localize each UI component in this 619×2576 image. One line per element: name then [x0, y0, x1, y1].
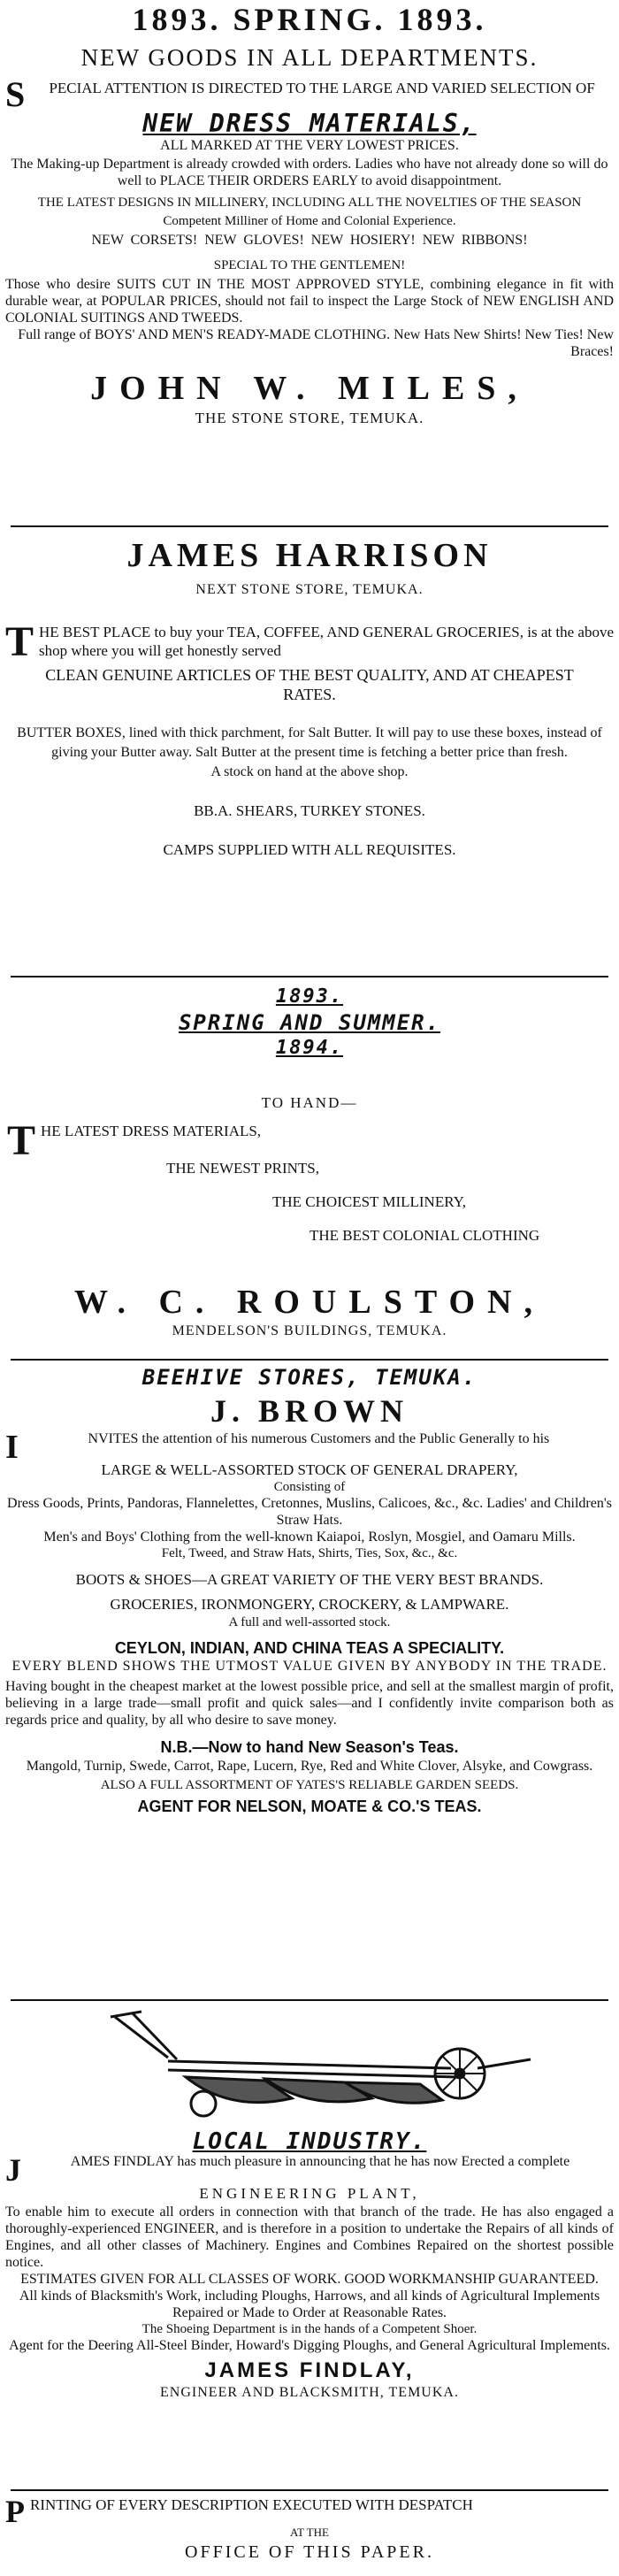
findlay-body: To enable him to execute all orders in connection with that branch of the trade. He has also engaged a thoroughly-experienced ENGINEER, and is therefore in a position to undertake the Repairs of all kinds of Engines, and all other classes of Machinery. Engines and Combines Repaired on the shortest possible notice.: [5, 2204, 614, 2270]
brown-name: J. BROWN: [210, 1393, 409, 1429]
findlay-intro-text: AMES FINDLAY has much pleasure in announcing that he has now Erected a complete: [70, 2154, 570, 2169]
blend-value: EVERY BLEND SHOWS THE UTMOST VALUE GIVEN BY ANYBODY IN THE TRADE.: [11, 1659, 608, 1674]
stock-on-hand: A stock on hand at the above shop.: [210, 764, 409, 779]
dress-goods: Dress Goods, Prints, Pandoras, Flannelettes, Cretonnes, Muslins, Calicoes, &c., &c. Ladies' and Children's Straw Hats.: [7, 1496, 612, 1528]
findlay-title: ENGINEER AND BLACKSMITH, TEMUKA.: [160, 2385, 459, 2400]
dropcap-j: J: [5, 2152, 21, 2188]
dropcap-s: S: [5, 74, 26, 114]
roulston-address: MENDELSON'S BUILDINGS, TEMUKA.: [172, 1323, 447, 1338]
special-attention: [5, 74, 614, 114]
best-place-text: HE BEST PLACE to buy your TEA, COFFEE, AND GENERAL GROCERIES, is at the above shop where you will get honestly served: [39, 624, 614, 659]
miles-address: THE STONE STORE, TEMUKA.: [195, 410, 424, 426]
year-1894: 1894.: [275, 1037, 344, 1059]
dropcap-p: P: [5, 2494, 25, 2529]
divider-rule: [11, 976, 608, 978]
novelties-line: NEW CORSETS! NEW GLOVES! NEW HOSIERY! NEW RIBBONS!: [91, 233, 528, 248]
divider-rule: [11, 1999, 608, 2001]
invites-notice: [5, 1429, 614, 1466]
millinery-designs: THE LATEST DESIGNS IN MILLINERY, INCLUDING ALL THE NOVELTIES OF THE SEASON: [37, 196, 582, 210]
lowest-prices: ALL MARKED AT THE VERY LOWEST PRICES.: [160, 138, 459, 153]
printing-text: RINTING OF EVERY DESCRIPTION EXECUTED WITH DESPATCH: [30, 2496, 473, 2513]
plough-illustration: [0, 2006, 619, 2125]
at-the: AT THE: [290, 2526, 329, 2539]
full-stock: A full and well-assorted stock.: [228, 1615, 391, 1629]
suits-notice: Those who desire SUITS CUT IN THE MOST APPROVED STYLE, combining elegance in fit with durable wear, at POPULAR PRICES, should not fail to inspect the Large Stock of NEW ENGLISH AND COLONIAL SUITINGS AND TWEEDS.: [5, 277, 614, 326]
deering-agent: Agent for the Deering All-Steel Binder, Howard's Digging Ploughs, and General Agricultural Implements.: [9, 2338, 610, 2353]
season-banner: SPRING AND SUMMER.: [178, 1010, 441, 1035]
engineering-plant: ENGINEERING PLANT,: [199, 2185, 420, 2202]
camps-line: CAMPS SUPPLIED WITH ALL REQUISITES.: [163, 841, 456, 858]
miles-name: JOHN W. MILES,: [90, 370, 529, 407]
findlay-name: JAMES FINDLAY,: [204, 2358, 415, 2382]
year-header: 1893. SPRING. 1893.: [132, 2, 487, 37]
findlay-intro: [5, 2152, 614, 2188]
printing-advert: [0, 2496, 619, 2564]
year-1893: 1893.: [275, 985, 344, 1008]
making-up-notice: The Making-up Department is already crowded with orders. Ladies who have not already done so will do well to PLACE THEIR ORDERS EARLY to avoid disappointment.: [11, 157, 608, 188]
clean-articles: CLEAN GENUINE ARTICLES OF THE BEST QUALITY, AND AT CHEAPEST RATES.: [45, 666, 574, 703]
divider-rule: [11, 2489, 608, 2491]
mens-clothing: Men's and Boys' Clothing from the well-known Kaiapoi, Roslyn, Mosgiel, and Oamaru Mills.: [43, 1530, 576, 1545]
invites-text: NVITES the attention of his numerous Customers and the Public Generally to his: [88, 1431, 550, 1446]
office-of-this-paper: OFFICE OF THIS PAPER.: [185, 2542, 434, 2562]
miles-advert: [0, 0, 619, 429]
boots-line: BOOTS & SHOES—A GREAT VARIETY OF THE VERY BEST BRANDS.: [75, 1571, 544, 1588]
dropcap-t: T: [5, 618, 34, 665]
printing-line: [5, 2494, 614, 2529]
dropcap-i: I: [5, 1429, 19, 1466]
divider-rule: [11, 525, 608, 527]
divider-rule: [11, 1359, 608, 1361]
seeds-list: Mangold, Turnip, Swede, Carrot, Rape, Lucern, Rye, Red and White Clover, Alsyke, and Cowgrass.: [26, 1759, 593, 1774]
blacksmith-work: All kinds of Blacksmith's Work, including Ploughs, Harrows, and all kinds of Agricultural Implements Repaired or Made to Order at Reasonable Rates.: [19, 2288, 600, 2320]
milliner-line: Competent Milliner of Home and Colonial Experience.: [163, 214, 456, 228]
shoeing-line: The Shoeing Department is in the hands of a Competent Shoer.: [141, 2322, 478, 2336]
beehive-banner: BEEHIVE STORES, TEMUKA.: [141, 1365, 478, 1390]
list-item-text: HE LATEST DRESS MATERIALS,: [41, 1123, 262, 1139]
harrison-address: NEXT STONE STORE, TEMUKA.: [195, 582, 424, 597]
groceries-line: GROCERIES, IRONMONGERY, CROCKERY, & LAMPWARE.: [110, 1596, 509, 1613]
nelson-agent: AGENT FOR NELSON, MOATE & CO.'S TEAS.: [137, 1798, 482, 1815]
roulston-advert: [0, 985, 619, 1341]
butter-boxes: BUTTER BOXES, lined with thick parchment, for Salt Butter. It will pay to use these boxes, instead of giving your Butter away. Salt Butter at the present time is fetching a better price than fresh.: [17, 725, 602, 760]
miles-headline: NEW GOODS IN ALL DEPARTMENTS.: [80, 44, 539, 71]
dropcap-t: T: [7, 1117, 36, 1164]
gentlemen-heading: SPECIAL TO THE GENTLEMEN!: [213, 258, 406, 272]
brown-advert: [0, 1364, 619, 1817]
teas-speciality: CEYLON, INDIAN, AND CHINA TEAS A SPECIALITY.: [114, 1639, 505, 1657]
clothing-notice: Full range of BOYS' AND MEN'S READY-MADE CLOTHING. New Hats New Shirts! New Ties! New Braces!: [18, 327, 614, 359]
roulston-name: W. C. ROULSTON,: [73, 1284, 546, 1321]
consisting-of: Consisting of: [273, 1480, 346, 1494]
harrison-advert: [0, 534, 619, 860]
estimates-line: ESTIMATES GIVEN FOR ALL CLASSES OF WORK. GOOD WORKMANSHIP GUARANTEED.: [20, 2272, 599, 2287]
list-item: THE NEWEST PRINTS,: [166, 1160, 319, 1177]
local-industry-banner: LOCAL INDUSTRY.: [192, 2128, 427, 2155]
list-item: THE CHOICEST MILLINERY,: [272, 1193, 466, 1210]
bought-notice: Having bought in the cheapest market at the lowest possible price, and sell at the smallest margin of profit, believing in a large trade—small profit and quick sales—and I confidently invite comparison both as regards price and quality, by all who desire to save money.: [5, 1679, 614, 1728]
to-hand: TO HAND—: [261, 1094, 358, 1111]
findlay-advert: [0, 2006, 619, 2402]
yates-seeds: ALSO A FULL ASSORTMENT OF YATES'S RELIABLE GARDEN SEEDS.: [100, 1778, 519, 1792]
dress-materials-banner: NEW DRESS MATERIALS,: [142, 109, 477, 138]
hats-line: Felt, Tweed, and Straw Hats, Shirts, Ties, Sox, &c., &c.: [161, 1546, 458, 1560]
drapery-stock: LARGE & WELL-ASSORTED STOCK OF GENERAL DRAPERY,: [101, 1461, 518, 1478]
best-place-notice: [5, 618, 614, 665]
list-item: [7, 1117, 612, 1164]
nb-teas: N.B.—Now to hand New Season's Teas.: [160, 1738, 459, 1756]
list-item: THE BEST COLONIAL CLOTHING: [310, 1227, 540, 1244]
shears-line: BB.A. SHEARS, TURKEY STONES.: [194, 802, 425, 819]
to-hand-list: [7, 1117, 612, 1246]
harrison-name: JAMES HARRISON: [126, 537, 493, 574]
special-attention-text: PECIAL ATTENTION IS DIRECTED TO THE LARGE AND VARIED SELECTION OF: [49, 80, 595, 96]
